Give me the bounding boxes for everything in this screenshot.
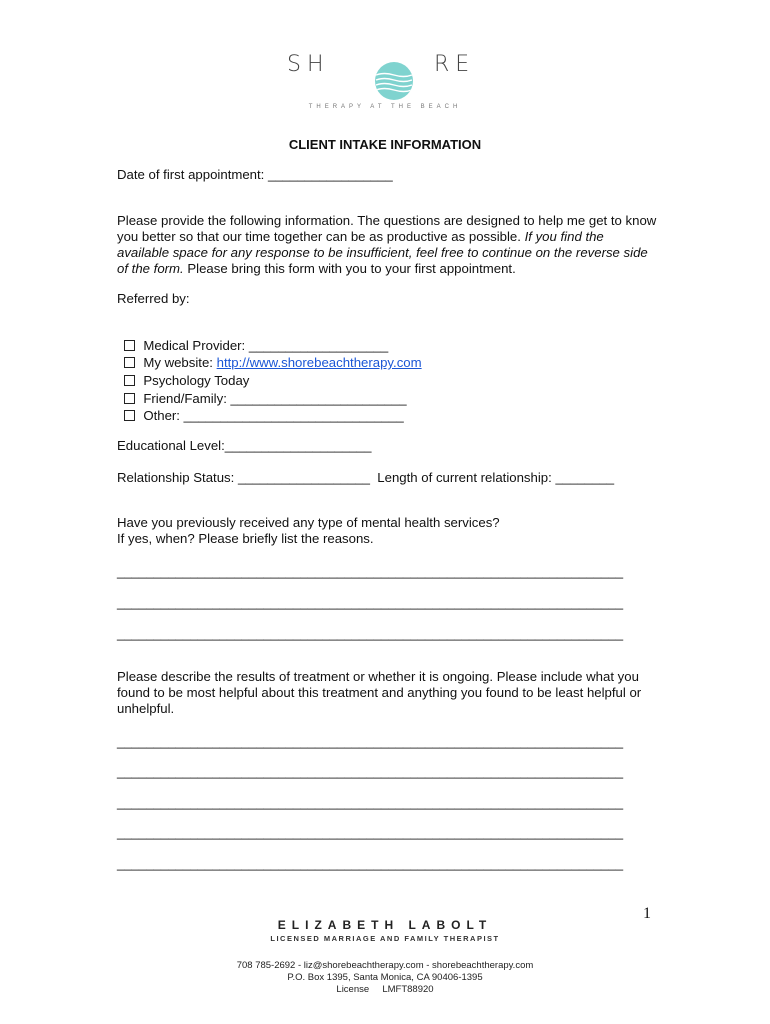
website-link[interactable]: http://www.shorebeachtherapy.com [216,355,422,370]
referral-label: Medical Provider: ___________________ [143,338,389,353]
logo-circle-icon [365,43,405,83]
referral-label: Psychology Today [143,373,250,388]
therapist-title: LICENSED MARRIAGE AND FAMILY THERAPIST [270,934,500,943]
intro-text: Please provide the following information. The questions are designed to help me get to know you better so that our time together can be as productive as possible. [117,213,657,244]
logo-text-right: RE [434,52,476,77]
license-info: License LMFT88920 [336,984,434,995]
page-number: 1 [643,905,651,922]
logo-tagline: THERAPY AT THE BEACH [308,104,462,110]
mailing-address: P.O. Box 1395, Santa Monica, CA 90406-1395 [287,972,483,983]
question-previous-services-detail: If yes, when? Please briefly list the reasons. [117,531,374,546]
intro-paragraph [117,213,657,277]
contact-info: 708 785-2692 - liz@shorebeachtherapy.com - shorebeachtherapy.com [236,960,534,971]
educational-level-field[interactable]: Educational Level:____________________ [117,438,372,453]
date-first-appointment: Date of first appointment: _________________ [117,167,393,182]
referral-label: Other: ______________________________ [143,408,404,423]
question-previous-services: Have you previously received any type of mental health services? [117,515,500,530]
answer-line[interactable]: _____________________________________________________________________ [117,764,624,779]
referral-option-other[interactable] [117,391,407,424]
referral-label: My website: [143,355,217,370]
therapist-name: ELIZABETH LABOLT [277,918,493,932]
answer-line[interactable]: _____________________________________________________________________ [117,564,624,579]
relationship-status-field[interactable]: Relationship Status: __________________ Length of current relationship: ________ [117,470,615,485]
answer-line[interactable]: _____________________________________________________________________ [117,825,624,840]
referred-by-label: Referred by: [117,291,190,306]
intro-italic-text: If you find the available space for any response to be insufficient, feel free to continue on the reverse side of the form. [117,229,648,276]
answer-line[interactable]: _____________________________________________________________________ [117,795,624,810]
answer-line[interactable]: _____________________________________________________________________ [117,626,624,641]
answer-line[interactable]: _____________________________________________________________________ [117,595,624,610]
intro-text-end: Please bring this form with you to your first appointment. [183,261,516,276]
answer-line[interactable]: _____________________________________________________________________ [117,734,624,749]
page-title: CLIENT INTAKE INFORMATION [288,137,482,152]
logo-text-left: SH [287,52,330,77]
checkbox[interactable] [124,410,135,421]
referral-label: Friend/Family: ________________________ [143,391,407,406]
question-treatment-results: Please describe the results of treatment or whether it is ongoing. Please include what you found to be most helpful about this treatment and anything you found to be least helpful or unhelpful. [117,669,642,716]
answer-line[interactable]: _____________________________________________________________________ [117,856,624,871]
